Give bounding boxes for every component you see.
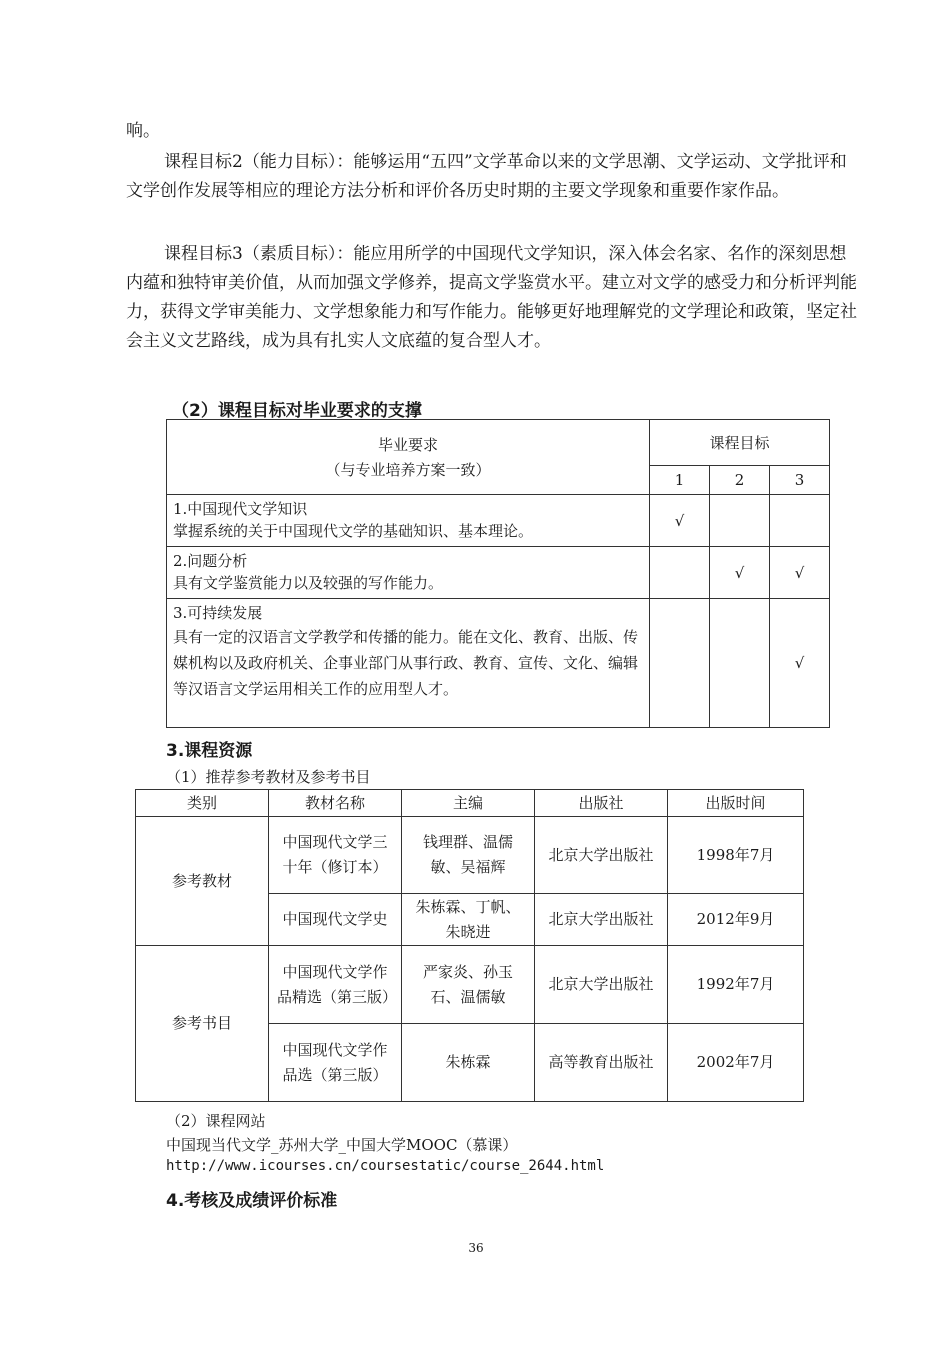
book-publisher: 高等教育出版社 (535, 1024, 668, 1102)
book-date: 1998年7月 (668, 817, 804, 894)
paragraph-goal-3: 课程目标3（素质目标）：能应用所学的中国现代文学知识，深入体会名家、名作的深刻思想内蕴和独特审美价值，从而加强文学修养，提高文学鉴赏水平。建立对文学的感受力和分析评判能力，获得文学审美能力、文学想象能力和写作能力。能够更好地理解党的文学理论和政策，坚定社会主义文艺路线，成为具有扎实人文底蕴的复合型人才。 (126, 244, 857, 351)
table-row (167, 547, 830, 599)
header-date: 出版时间 (668, 790, 804, 817)
book-name: 中国现代文学作品选（第三版） (269, 1024, 402, 1102)
check-mark (650, 599, 710, 728)
book-editor: 朱栋霖、丁帆、朱晓进 (402, 894, 535, 946)
section-4-heading: 4.考核及成绩评价标准 (166, 1191, 338, 1211)
book-date: 1992年7月 (668, 946, 804, 1024)
paragraph-goal-2: 课程目标2（能力目标）：能够运用“五四”文学革命以来的文学思潮、文学运动、文学批评和文学创作发展等相应的理论方法分析和评价各历史时期的主要文学现象和重要作家作品。 (126, 152, 847, 201)
header-requirement-title: 毕业要求 (377, 436, 438, 454)
book-editor: 朱栋霖 (402, 1024, 535, 1102)
page-number: 36 (468, 1241, 484, 1255)
website-url[interactable]: http://www.icourses.cn/coursestatic/course_2644.html (166, 1158, 605, 1174)
goal-col-2: 2 (710, 466, 770, 495)
header-category: 类别 (136, 790, 269, 817)
book-editor: 钱理群、温儒敏、吴福辉 (402, 817, 535, 894)
table-row (136, 946, 804, 1024)
paragraph-continuation: 响。 (126, 121, 160, 141)
check-mark (710, 599, 770, 728)
header-publisher: 出版社 (535, 790, 668, 817)
book-name: 中国现代文学作品精选（第三版） (269, 946, 402, 1024)
book-editor: 严家炎、孙玉石、温儒敏 (402, 946, 535, 1024)
requirement-desc: 具有文学鉴赏能力以及较强的写作能力。 (173, 574, 444, 592)
category-cell: 参考书目 (136, 946, 269, 1102)
book-publisher: 北京大学出版社 (535, 946, 668, 1024)
check-mark: √ (770, 547, 830, 599)
check-mark (770, 495, 830, 547)
website-subheading: （2）课程网站 (166, 1112, 266, 1130)
support-heading: （2）课程目标对毕业要求的支撑 (172, 401, 422, 421)
book-date: 2002年7月 (668, 1024, 804, 1102)
header-requirement (167, 420, 650, 495)
textbooks-table (135, 789, 804, 1102)
support-table (166, 419, 830, 728)
header-editor: 主编 (402, 790, 535, 817)
textbooks-subheading: （1）推荐参考教材及参考书目 (166, 768, 371, 786)
requirement-desc: 掌握系统的关于中国现代文学的基础知识、基本理论。 (173, 522, 534, 540)
goal-col-1: 1 (650, 466, 710, 495)
check-mark: √ (650, 495, 710, 547)
website-name: 中国现当代文学_苏州大学_中国大学MOOC（慕课） (166, 1136, 518, 1154)
check-mark (710, 495, 770, 547)
requirement-title: 2.问题分析 (173, 552, 248, 570)
check-mark (650, 547, 710, 599)
book-date: 2012年9月 (668, 894, 804, 946)
table-row (136, 817, 804, 894)
book-name: 中国现代文学史 (269, 894, 402, 946)
header-book-name: 教材名称 (269, 790, 402, 817)
requirement-desc: 具有一定的汉语言文学教学和传播的能力。能在文化、教育、出版、传媒机构以及政府机关、企事业部门从事行政、教育、宣传、文化、编辑等汉语言文学运用相关工作的应用型人才。 (173, 628, 639, 698)
category-cell: 参考教材 (136, 817, 269, 946)
table-row (167, 495, 830, 547)
book-publisher: 北京大学出版社 (535, 894, 668, 946)
check-mark: √ (710, 547, 770, 599)
requirement-title: 3.可持续发展 (173, 604, 263, 622)
header-requirement-note: （与专业培养方案一致） (325, 461, 491, 479)
section-3-heading: 3.课程资源 (166, 741, 253, 761)
book-publisher: 北京大学出版社 (535, 817, 668, 894)
table-row (167, 599, 830, 728)
check-mark: √ (770, 599, 830, 728)
requirement-title: 1.中国现代文学知识 (173, 500, 308, 518)
goal-col-3: 3 (770, 466, 830, 495)
header-course-goals: 课程目标 (650, 420, 830, 466)
book-name: 中国现代文学三十年（修订本） (269, 817, 402, 894)
